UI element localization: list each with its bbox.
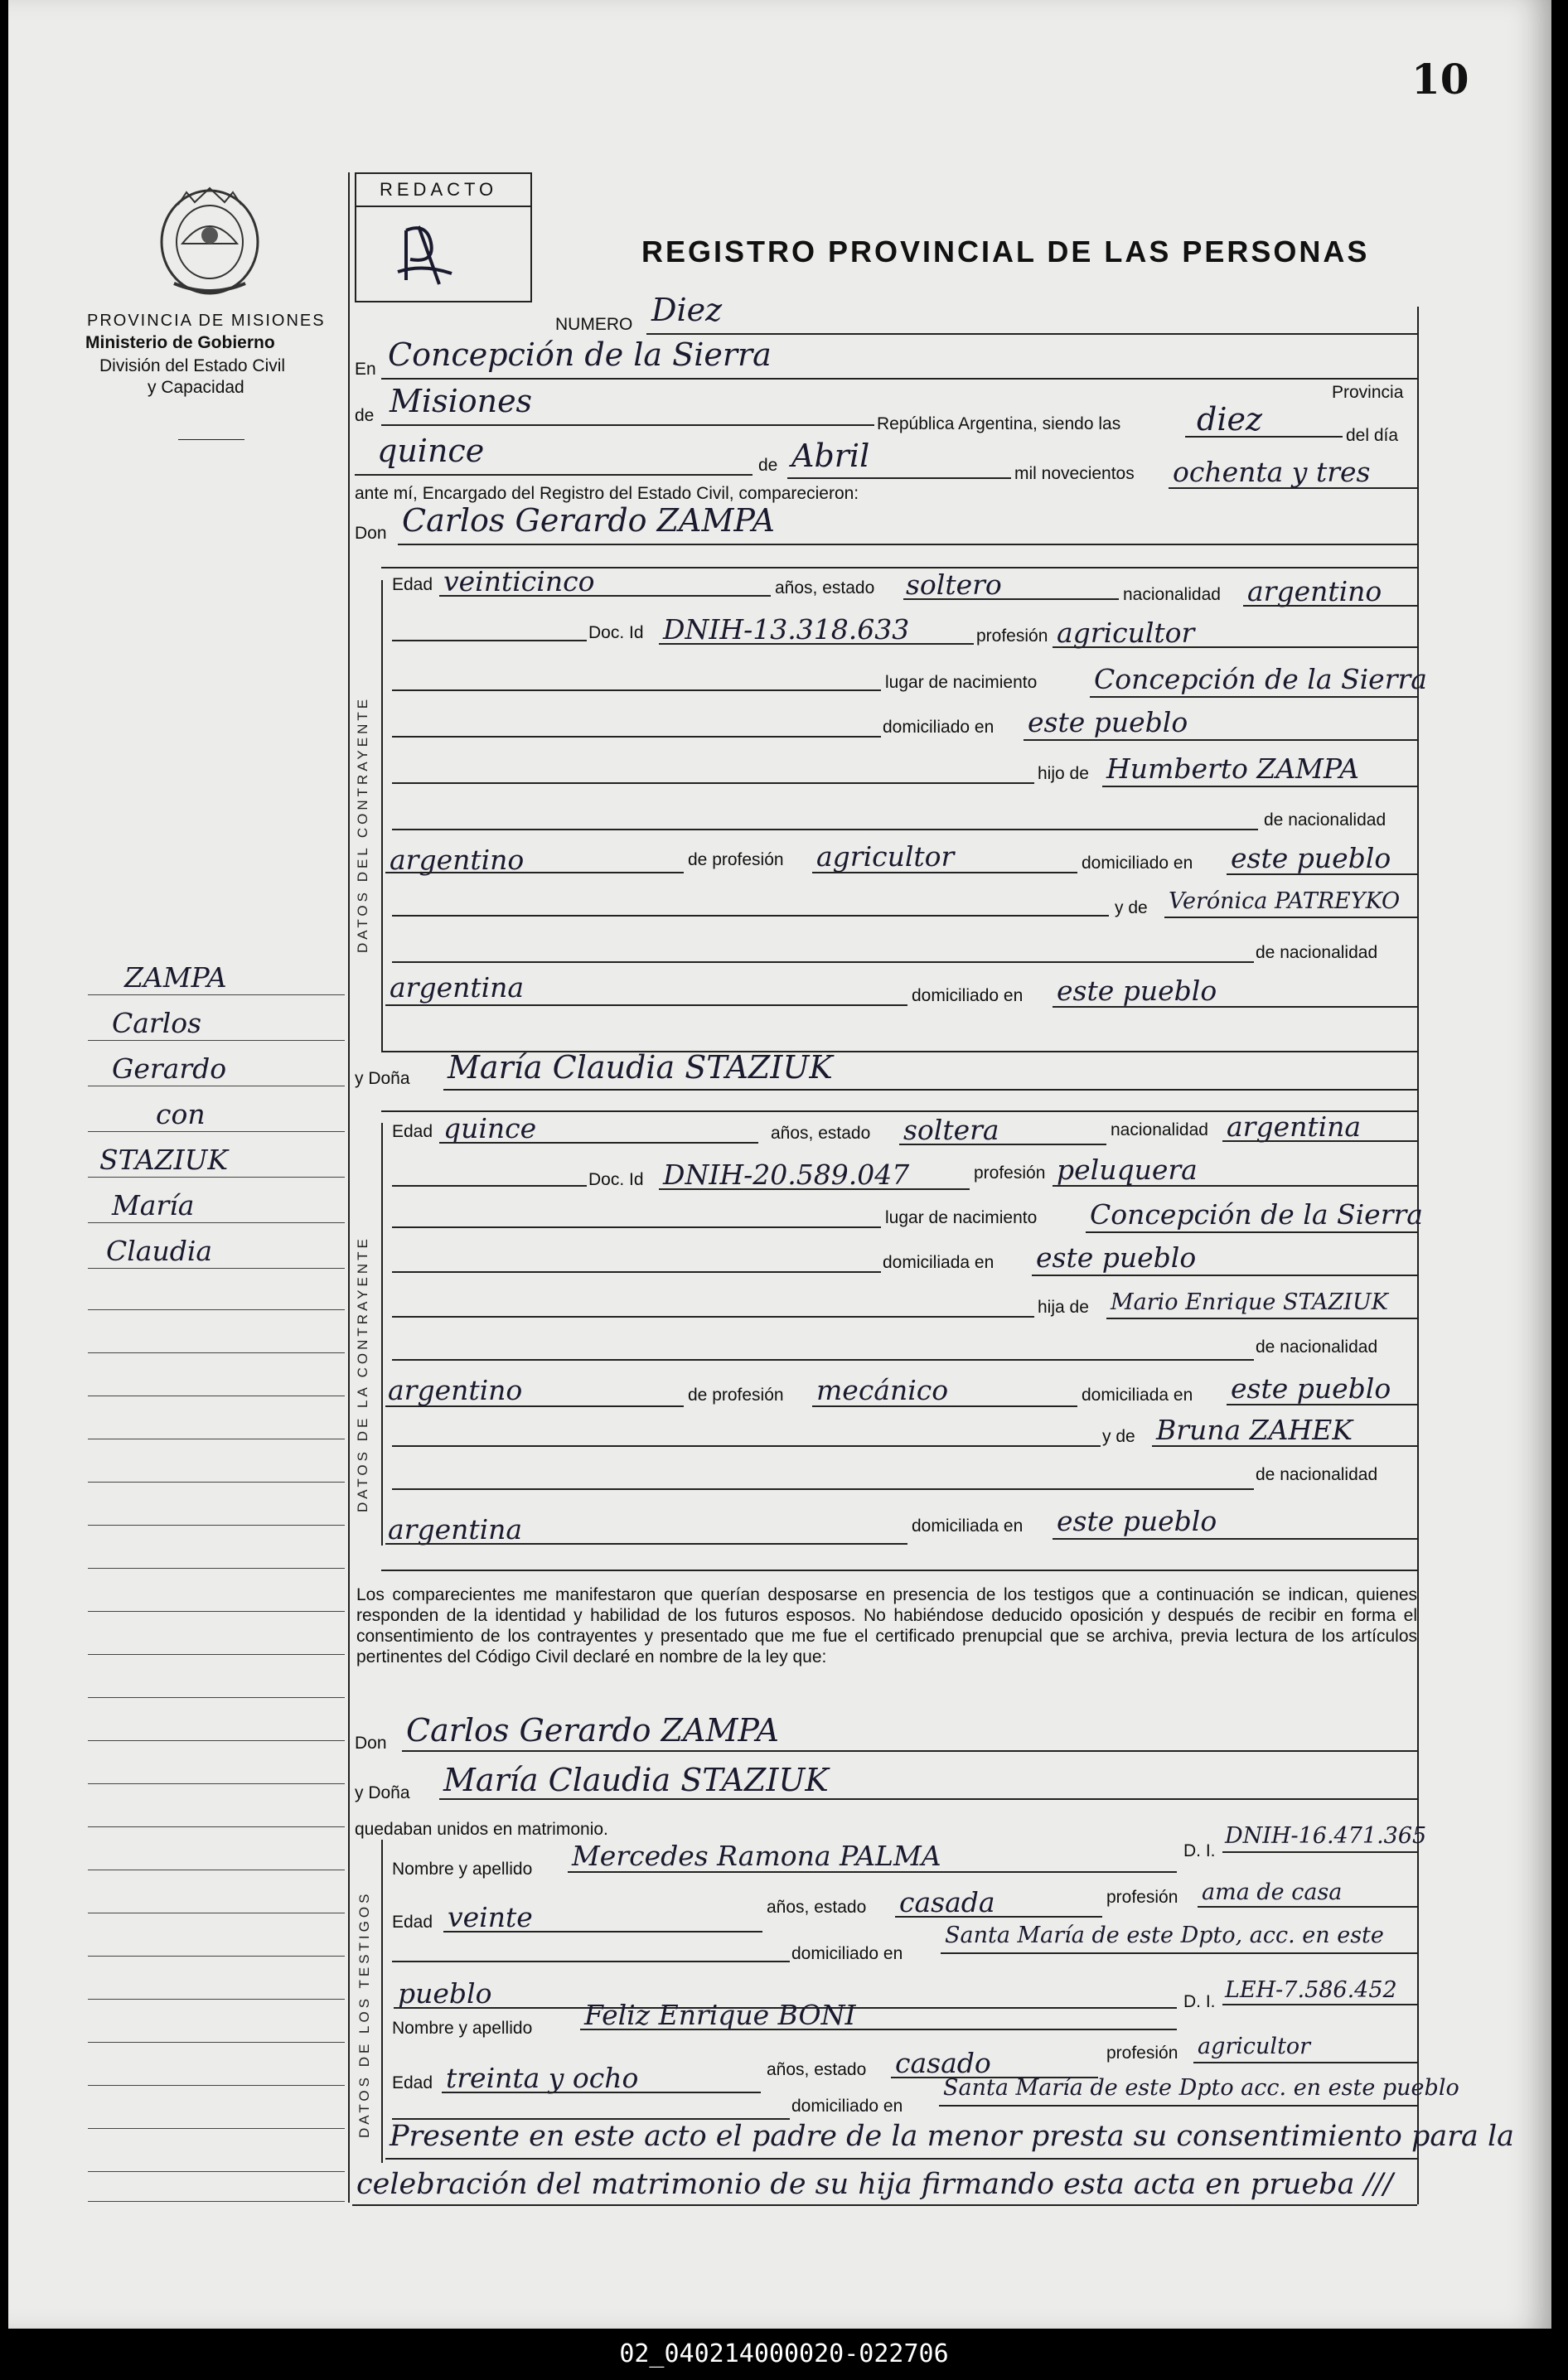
lugar-nac-label-2: lugar de nacimiento — [885, 1208, 1038, 1227]
contrayente-padre-domicilio: este pueblo — [1231, 842, 1391, 874]
anios-label-4: años, estado — [767, 2060, 867, 2079]
testigo2-profesion: agricultor — [1198, 2034, 1311, 2059]
mes-value: Abril — [791, 438, 870, 474]
contrayenta-madre-domicilio: este pueblo — [1057, 1505, 1217, 1537]
declarado-don: Carlos Gerardo ZAMPA — [406, 1712, 779, 1749]
profesion-label-3: profesión — [1106, 1888, 1178, 1907]
provincia-label: Provincia — [1332, 383, 1404, 402]
padre-domicilio-label: domiciliado en — [1082, 854, 1193, 873]
domicilio-label-3: domiciliado en — [791, 1944, 903, 1963]
contrayenta-doc: DNIH-20.589.047 — [663, 1159, 910, 1191]
contrayenta-padre-nacionalidad: argentino — [388, 1374, 523, 1406]
testigos-section-label: DATOS DE LOS TESTIGOS — [356, 1890, 372, 2138]
testigo2-edad: treinta y ocho — [446, 2062, 639, 2094]
division-name-2: y Capacidad — [148, 378, 244, 397]
margin-note-line: María — [112, 1189, 195, 1221]
nombre-apellido-label-2: Nombre y apellido — [392, 2019, 533, 2038]
testigo2-nombre: Feliz Enrique BONI — [584, 1999, 856, 2031]
del-dia-label: del día — [1346, 426, 1399, 445]
hijo-de-label: hijo de — [1038, 764, 1089, 783]
document-title: REGISTRO PROVINCIAL DE LAS PERSONAS — [641, 235, 1370, 268]
anio-value: ochenta y tres — [1173, 456, 1371, 488]
declaracion-paragraph: Los comparecientes me manifestaron que querían desposarse en presencia de los testigos que a continuación se indican, quienes responden de la identidad y habilidad de los futuros esposos. No habiéndose deducido oposición y después de recibir en forma el consentimiento de los contrayentes y presentado que me fue el certificado prenupcial que se archiva, previa lectura de los artículos pertinentes del Código Civil declaré en nombre de la ley que: — [356, 1585, 1417, 1666]
anios-label-2: años, estado — [771, 1124, 871, 1143]
contrayente-madre-nacionalidad: argentina — [390, 971, 525, 1004]
testigo1-domicilio-cont: pueblo — [398, 1977, 492, 2010]
lugar-value: Concepción de la Sierra — [388, 336, 772, 373]
contrayente-nombre: Carlos Gerardo ZAMPA — [402, 502, 775, 539]
anios-label-3: años, estado — [767, 1898, 867, 1917]
testigo1-di: DNIH-16.471.365 — [1225, 1823, 1427, 1849]
nacionalidad-label-2: nacionalidad — [1111, 1120, 1208, 1139]
contrayente-madre: Verónica PATREYKO — [1169, 888, 1401, 914]
page-number: 10 — [1411, 55, 1469, 104]
testigo1-profesion: ama de casa — [1202, 1879, 1343, 1905]
contrayente-doc: DNIH-13.318.633 — [663, 613, 910, 646]
testigo2-estado: casado — [895, 2047, 991, 2079]
mil-label: mil novecientos — [1014, 464, 1135, 483]
republica-label: República Argentina, siendo las — [877, 414, 1121, 433]
nombre-apellido-label: Nombre y apellido — [392, 1860, 533, 1879]
domicilio-label: domiciliado en — [883, 718, 995, 737]
contrayente-domicilio: este pueblo — [1028, 706, 1188, 738]
redacto-label: REDACTO — [380, 179, 498, 200]
nota-line-1: Presente en este acto el padre de la menor presta su consentimiento para la — [390, 2120, 1515, 2153]
ministry-name: Ministerio de Gobierno — [85, 333, 275, 352]
margin-note-line: Gerardo — [112, 1052, 227, 1085]
contrayenta-domicilio: este pueblo — [1036, 1241, 1197, 1274]
contrayente-lugar-nac: Concepción de la Sierra — [1094, 663, 1427, 695]
contrayente-madre-domicilio: este pueblo — [1057, 975, 1217, 1007]
nacionalidad-label: nacionalidad — [1123, 585, 1221, 604]
redacto-initials-signature — [390, 214, 464, 288]
hija-de-label: hija de — [1038, 1298, 1089, 1317]
contrayenta-padre-profesion: mecánico — [816, 1374, 949, 1406]
dona-label: y Doña — [355, 1069, 410, 1088]
quedaban-text: quedaban unidos en matrimonio. — [355, 1820, 608, 1839]
contrayente-section-label: DATOS DEL CONTRAYENTE — [355, 695, 370, 953]
contrayenta-padre: Mario Enrique STAZIUK — [1111, 1289, 1388, 1315]
image-id-footer: 02_040214000020-022706 — [0, 2329, 1568, 2380]
de-nacionalidad-label-2: de nacionalidad — [1256, 943, 1378, 962]
edad-label: Edad — [392, 575, 433, 594]
don-label-2: Don — [355, 1734, 387, 1753]
don-label: Don — [355, 524, 387, 543]
contrayente-padre-nacionalidad: argentino — [390, 844, 525, 876]
y-de-label: y de — [1115, 898, 1148, 917]
doc-label: Doc. Id — [588, 623, 644, 642]
de-label: de — [355, 406, 375, 425]
dia-value: quince — [377, 433, 485, 469]
profesion-label-4: profesión — [1106, 2044, 1178, 2063]
contrayenta-nacionalidad: argentina — [1227, 1110, 1362, 1143]
hora-value: diez — [1197, 401, 1262, 438]
contrayente-profesion: agricultor — [1057, 617, 1195, 649]
margin-note-line: Claudia — [106, 1235, 213, 1267]
testigo1-edad: veinte — [448, 1901, 533, 1933]
redacto-box — [355, 172, 532, 302]
contrayenta-madre-nacionalidad: argentina — [388, 1513, 523, 1546]
provincia-value: Misiones — [390, 383, 533, 419]
de-mes-label: de — [758, 456, 778, 475]
di-label-2: D. I. — [1183, 1992, 1216, 2011]
profesion-label: profesión — [976, 626, 1048, 646]
contrayente-padre: Humberto ZAMPA — [1106, 752, 1359, 785]
de-nacionalidad-label-4: de nacionalidad — [1256, 1465, 1378, 1484]
contrayente-padre-profesion: agricultor — [816, 840, 955, 873]
ante-label: ante mí, Encargado del Registro del Estado Civil, comparecieron: — [355, 484, 859, 503]
doc-label-2: Doc. Id — [588, 1170, 644, 1189]
contrayenta-nombre: María Claudia STAZIUK — [448, 1049, 833, 1086]
contrayente-nacionalidad: argentino — [1247, 575, 1382, 607]
y-de-label-2: y de — [1102, 1427, 1135, 1446]
numero-value: Diez — [651, 292, 723, 328]
declarado-dona: María Claudia STAZIUK — [443, 1762, 829, 1798]
edad-label-2: Edad — [392, 1122, 433, 1141]
profesion-label-2: profesión — [974, 1163, 1046, 1183]
division-name: División del Estado Civil — [99, 356, 286, 375]
provincial-seal-icon — [157, 184, 262, 300]
contrayente-estado: soltero — [906, 568, 1002, 601]
en-label: En — [355, 360, 376, 379]
madre-domicilio-label-2: domiciliada en — [912, 1517, 1024, 1536]
testigo2-domicilio: Santa María de este Dpto acc. en este pueblo — [943, 2075, 1459, 2101]
contrayenta-madre: Bruna ZAHEK — [1156, 1414, 1353, 1446]
lugar-nac-label: lugar de nacimiento — [885, 673, 1038, 692]
testigo2-di: LEH-7.586.452 — [1225, 1977, 1397, 2003]
de-nacionalidad-label-3: de nacionalidad — [1256, 1338, 1378, 1357]
anios-label: años, estado — [775, 578, 875, 597]
province-name: PROVINCIA DE MISIONES — [87, 312, 326, 330]
contrayente-edad: veinticinco — [443, 565, 595, 597]
margin-note-line: ZAMPA — [124, 961, 227, 994]
margin-note-line: STAZIUK — [99, 1144, 229, 1176]
register-sheet — [8, 0, 1551, 2329]
di-label: D. I. — [1183, 1841, 1216, 1860]
contrayenta-estado: soltera — [903, 1114, 999, 1146]
madre-domicilio-label: domiciliado en — [912, 986, 1024, 1005]
de-profesion-label: de profesión — [688, 850, 784, 869]
domicilio-label-4: domiciliado en — [791, 2097, 903, 2116]
numero-label: NUMERO — [555, 315, 633, 334]
contrayenta-profesion: peluquera — [1057, 1154, 1198, 1186]
edad-label-3: Edad — [392, 1913, 433, 1932]
edad-label-4: Edad — [392, 2073, 433, 2092]
testigo1-nombre: Mercedes Ramona PALMA — [572, 1840, 941, 1872]
contrayenta-section-label: DATOS DE LA CONTRAYENTE — [355, 1236, 370, 1512]
de-profesion-label-2: de profesión — [688, 1386, 784, 1405]
margin-note-line: Carlos — [112, 1007, 202, 1039]
contrayenta-lugar-nac: Concepción de la Sierra — [1090, 1198, 1423, 1231]
margin-note-line: con — [156, 1098, 206, 1130]
padre-domicilio-label-2: domiciliada en — [1082, 1386, 1193, 1405]
contrayenta-edad: quince — [443, 1112, 537, 1144]
dona-label-2: y Doña — [355, 1783, 410, 1802]
domicilio-label-2: domiciliada en — [883, 1253, 995, 1272]
nota-line-2: celebración del matrimonio de su hija firmando esta acta en prueba /// — [356, 2168, 1393, 2201]
testigo1-estado: casada — [899, 1886, 995, 1918]
de-nacionalidad-label: de nacionalidad — [1264, 810, 1387, 830]
contrayenta-padre-domicilio: este pueblo — [1231, 1372, 1391, 1405]
testigo1-domicilio: Santa María de este Dpto, acc. en este — [945, 1923, 1384, 1948]
